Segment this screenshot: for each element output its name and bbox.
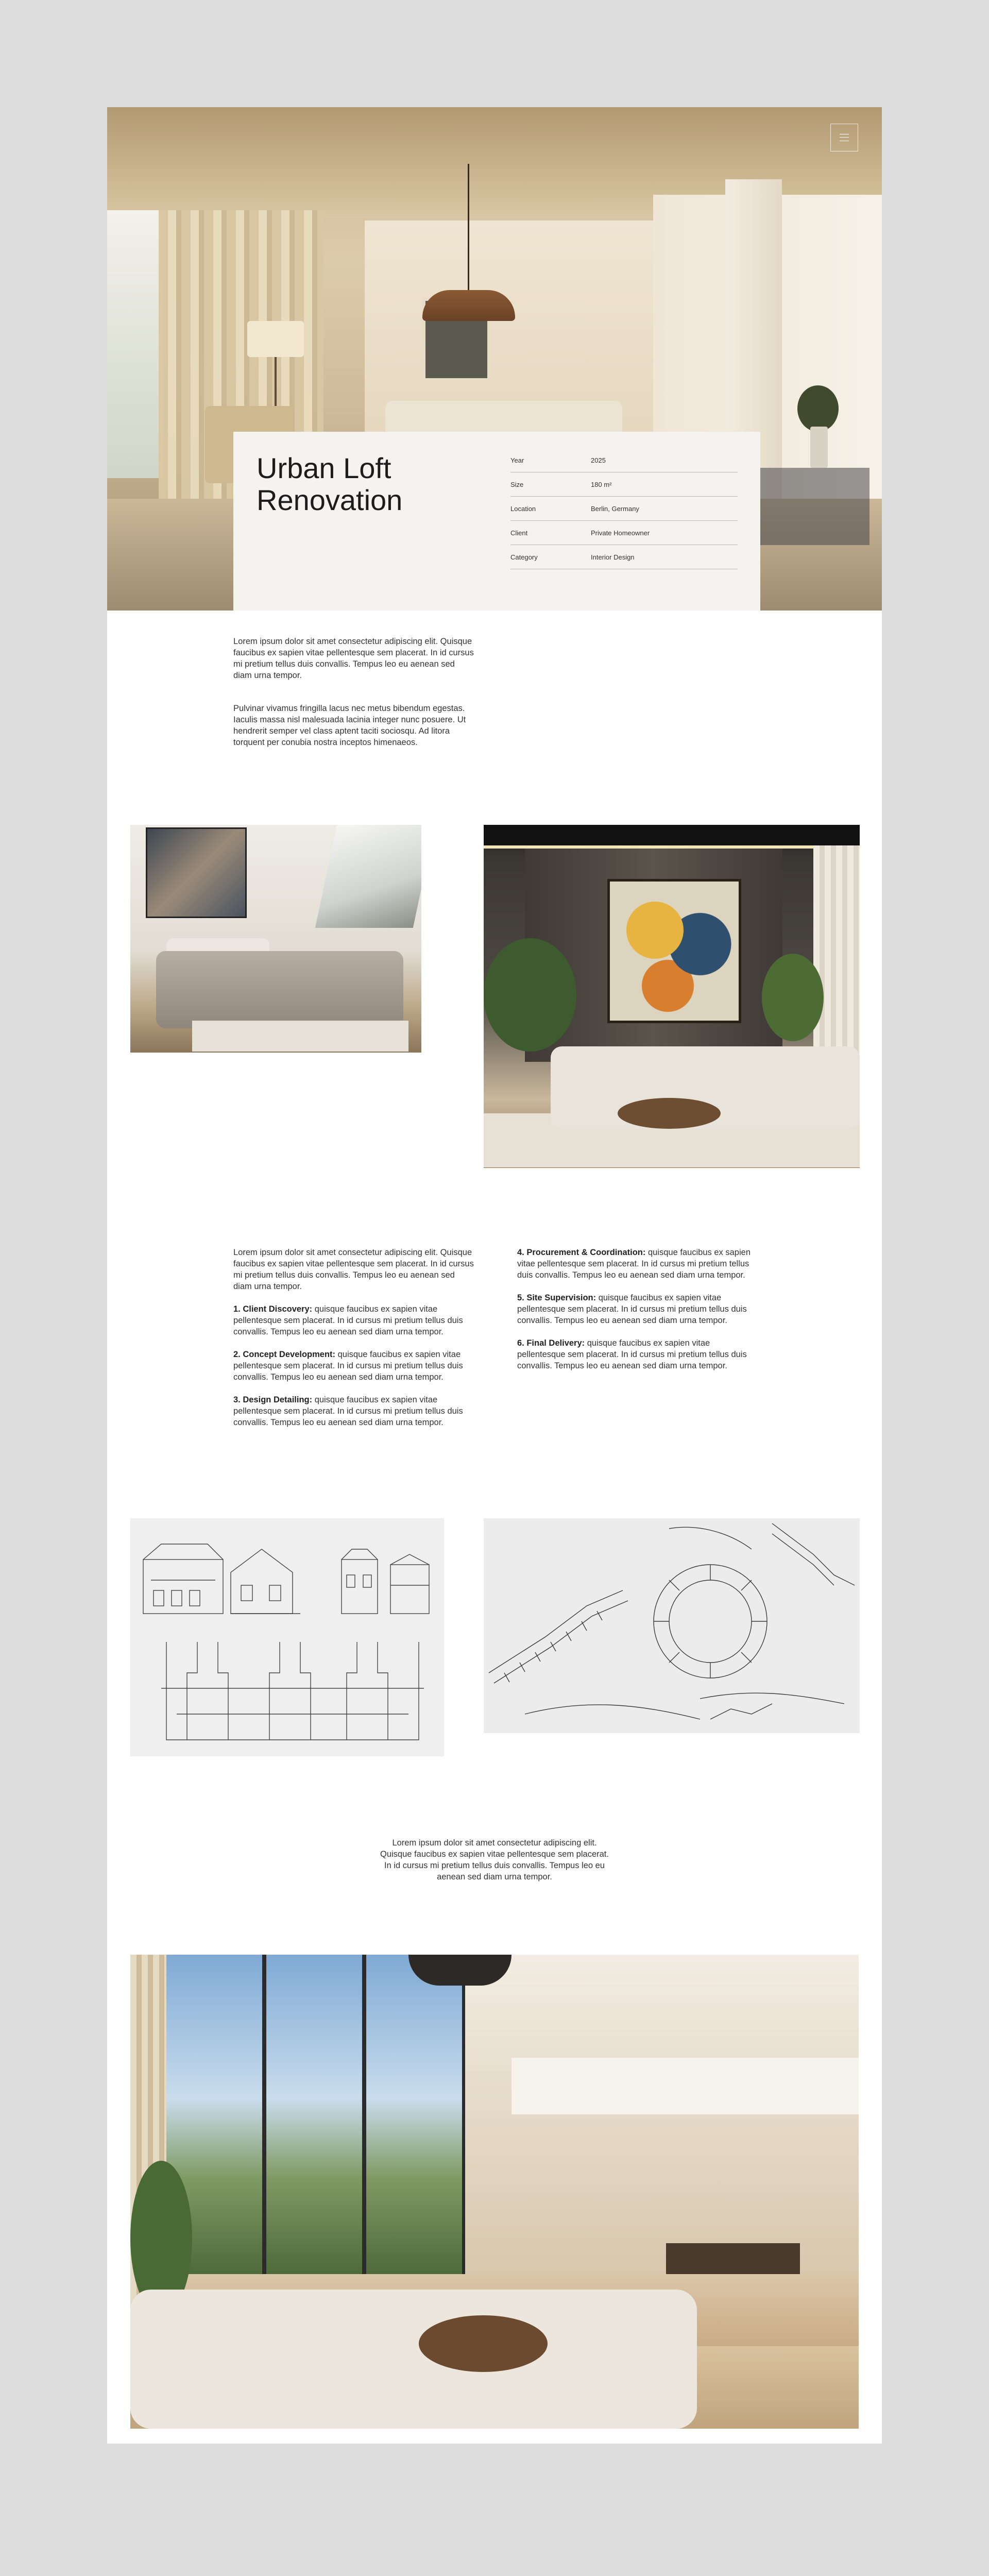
meta-value: Private Homeowner [591,529,650,537]
step-text: quisque faucibus ex sapien vitae pellentesque sem placerat. In id cursus mi pretium tellus duis convallis. Tempus leo eu aenean sed diam urna tempor. [233,1350,463,1382]
process-step-6 [517,1337,759,1371]
hero-side-table [756,468,869,545]
step-label: 1. Client Discovery: [233,1304,313,1314]
process-step-3 [233,1394,475,1428]
living-ceiling [484,825,860,849]
bedroom-rug [192,1021,408,1052]
menu-icon [840,134,849,141]
living-plant-right [762,954,824,1041]
project-page [107,107,882,2444]
step-text: quisque faucibus ex sapien vitae pellentesque sem placerat. In id cursus mi pretium tellus duis convallis. Tempus leo eu aenean sed diam urna tempor. [517,1293,747,1325]
bedroom-wall-art [146,827,247,918]
living-tree-painting [607,879,741,1023]
project-title: Urban Loft Renovation [257,452,403,516]
process-step-2 [233,1349,475,1383]
floor-lamp-shade [247,321,304,357]
intro-paragraph-1: Lorem ipsum dolor sit amet consectetur adipiscing elit. Quisque faucibus ex sapien vitae pellentesque sem placerat. In id cursus mi pretium tellus duis convallis. Tempus leo eu aenean sed diam urna tempor. [233,637,474,680]
meta-value: Interior Design [591,553,635,561]
meta-key: Year [510,456,524,464]
intro-paragraph-2: Pulvinar vivamus fringilla lacus nec metus bibendum egestas. Iaculis massa nisl malesuada lacinia integer nunc posuere. Ut hendrerit semper vel class aptent taciti sociosqu. Ad litora torquent per conubia nostra inceptos himenaeos. [233,704,466,747]
hero-plant-pot [810,427,828,468]
step-label: 6. Final Delivery: [517,1338,585,1348]
bedroom-photo [130,825,421,1053]
living-plant-left [484,938,576,1052]
process-step-4 [517,1247,759,1281]
step-text: quisque faucibus ex sapien vitae pellentesque sem placerat. In id cursus mi pretium tellus duis convallis. Tempus leo eu aenean sed diam urna tempor. [517,1248,751,1280]
living-room-photo [484,825,860,1168]
meta-key: Client [510,529,528,537]
meta-key: Location [510,505,536,513]
menu-button[interactable] [830,124,858,151]
step-text: quisque faucibus ex sapien vitae pellentesque sem placerat. In id cursus mi pretium tellus duis convallis. Tempus leo eu aenean sed diam urna tempor. [517,1338,747,1370]
meta-row-category [510,545,738,569]
meta-row-year [510,448,738,472]
meta-row-client [510,521,738,545]
meta-row-size [510,472,738,497]
meta-value: Berlin, Germany [591,505,639,513]
villa-sectional-sofa [130,2290,697,2429]
elevation-drawing [130,1518,444,1756]
meta-key: Category [510,553,538,561]
hero-image [107,107,882,611]
process-step-5 [517,1292,759,1326]
villa-dining-table [666,2243,800,2274]
process-step-1 [233,1303,475,1337]
villa-living-photo [130,1955,859,2429]
hero-window [107,210,164,478]
process-intro: Lorem ipsum dolor sit amet consectetur adipiscing elit. Quisque faucibus ex sapien vitae pellentesque sem placerat. In id cursus mi pretium tellus duis convallis. Tempus leo eu aenean sed diam urna tempor. [233,1248,474,1291]
project-meta [510,448,738,569]
meta-value: 180 m² [591,481,612,488]
meta-value: 2025 [591,456,606,464]
closing-paragraph: Lorem ipsum dolor sit amet consectetur adipiscing elit. Quisque faucibus ex sapien vitae pellentesque sem placerat. In id cursus mi pretium tellus duis convallis. Tempus leo eu aenean sed diam urna tempor. [380,1838,609,1882]
villa-chandelier [408,1955,511,1986]
staircase-sketch [484,1518,860,1733]
step-text: quisque faucibus ex sapien vitae pellentesque sem placerat. In id cursus mi pretium tellus duis convallis. Tempus leo eu aenean sed diam urna tempor. [233,1395,463,1427]
villa-interior-wall [465,1955,859,2274]
villa-glass-wall [166,1955,465,2274]
meta-key: Size [510,481,524,488]
pendant-lamp [422,290,515,321]
villa-coffee-table [419,2315,548,2372]
bedroom-skylight [315,825,421,928]
process-column-right [517,1247,759,1371]
staircase-drawing [484,1518,860,1733]
living-coffee-table [618,1098,721,1129]
project-info-card [233,432,760,611]
villa-mezzanine [511,2058,859,2114]
step-label: 5. Site Supervision: [517,1293,596,1302]
floor-plan-sketch [130,1518,444,1756]
step-label: 3. Design Detailing: [233,1395,313,1404]
pendant-cord [468,164,469,293]
step-text: quisque faucibus ex sapien vitae pellentesque sem placerat. In id cursus mi pretium tellus duis convallis. Tempus leo eu aenean sed diam urna tempor. [233,1304,463,1336]
meta-row-location [510,497,738,521]
step-label: 4. Procurement & Coordination: [517,1248,646,1257]
hero-plant [797,385,839,432]
bedroom-bed [156,951,403,1028]
step-label: 2. Concept Development: [233,1350,336,1359]
process-column-left [233,1247,475,1428]
